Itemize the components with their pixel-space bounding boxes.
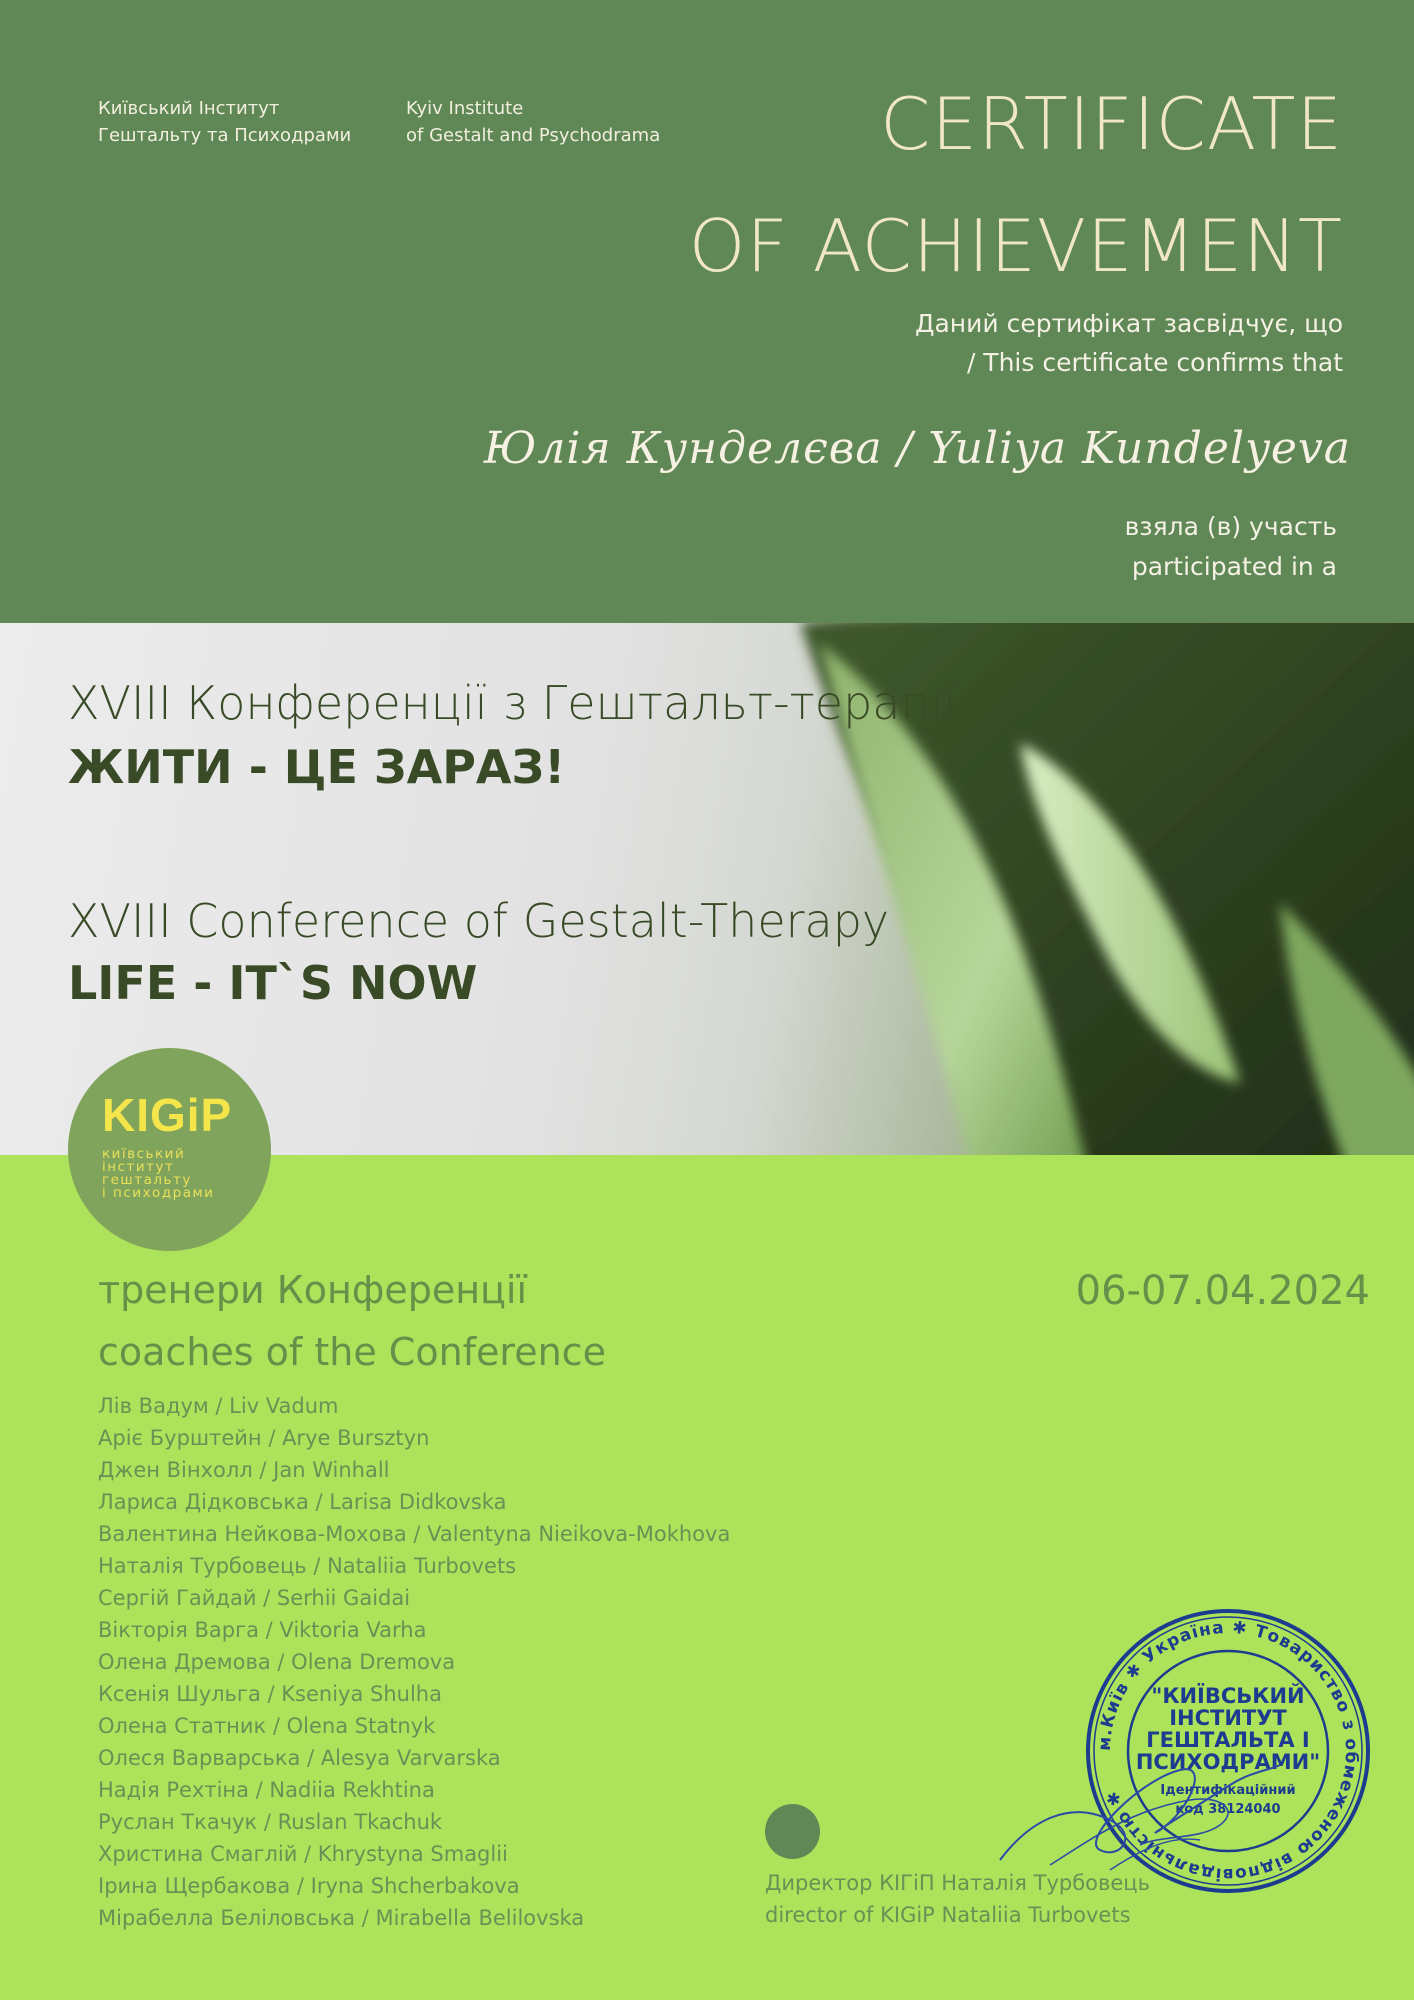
list-item: Наталія Турбовець / Nataliia Turbovets xyxy=(98,1554,517,1578)
institute-ua-line2: Гештальту та Психодрами xyxy=(98,125,352,146)
logo-wordmark: KIGiP xyxy=(102,1089,233,1141)
list-item: Руслан Ткачук / Ruslan Tkachuk xyxy=(98,1810,443,1834)
conference-date: 06-07.04.2024 xyxy=(1075,1268,1370,1314)
institute-en-line1: Kyiv Institute xyxy=(406,98,524,119)
list-item: Олена Дремова / Olena Dremova xyxy=(98,1650,456,1674)
list-item: Надія Рехтіна / Nadiia Rekhtina xyxy=(98,1778,435,1802)
list-item: Ірина Щербакова / Iryna Shcherbakova xyxy=(98,1874,520,1898)
stamp-line3: ГЕШТАЛЬТА І xyxy=(1146,1728,1310,1752)
confirms-text-en: / This certificate confirms that xyxy=(966,348,1343,377)
conference-subtitle-ua: ЖИТИ - ЦЕ ЗАРАЗ! xyxy=(68,740,566,794)
list-item: Джен Вінхолл / Jan Winhall xyxy=(98,1458,390,1482)
stamp-line1: "КИЇВСЬКИЙ xyxy=(1151,1684,1305,1708)
coaches-heading-ua: тренери Конференції xyxy=(98,1268,528,1312)
director-line-en: director of KIGiP Nataliia Turbovets xyxy=(765,1903,1131,1927)
list-item: Вікторія Варга / Viktoria Varha xyxy=(98,1618,427,1642)
header-band xyxy=(0,0,1414,623)
conference-subtitle-en: LIFE - IT`S NOW xyxy=(68,956,478,1010)
stamp-line5: Ідентифікаційний xyxy=(1160,1783,1296,1798)
list-item: Лів Вадум / Liv Vadum xyxy=(98,1394,339,1418)
conference-title-en: XVIII Conference of Gestalt-Therapy xyxy=(68,894,890,948)
confirms-text-ua: Даний сертифікат засвідчує, що xyxy=(914,309,1343,338)
logo-subtitle xyxy=(102,1148,214,1200)
conference-title-ua: XVIII Конференції з Гештальт-терапії xyxy=(68,676,957,730)
stamp-line2: ІНСТИТУТ xyxy=(1169,1706,1287,1730)
stamp-line4: ПСИХОДРАМИ" xyxy=(1135,1750,1321,1774)
institute-en-line2: of Gestalt and Psychodrama xyxy=(406,125,661,146)
list-item: Валентина Нейкова-Мохова / Valentyna Nieikova-Mokhova xyxy=(98,1522,731,1546)
participated-text-en: participated in a xyxy=(1131,552,1337,581)
certificate-title-line1: CERTIFICATE xyxy=(880,82,1343,166)
stamp-line6: код 38124040 xyxy=(1175,1802,1281,1817)
logo-sub-line4: і психодрами xyxy=(102,1185,215,1201)
director-dot-icon xyxy=(765,1804,820,1859)
list-item: Олеся Варварська / Alesya Varvarska xyxy=(98,1746,501,1770)
list-item: Сергій Гайдай / Serhii Gaidai xyxy=(98,1586,411,1610)
logo-sub-line2: інститут xyxy=(102,1159,175,1175)
list-item: Ксенія Шульга / Kseniya Shulha xyxy=(98,1682,442,1706)
list-item: Лариса Дідковська / Larisa Didkovska xyxy=(98,1490,507,1514)
participated-text-ua: взяла (в) участь xyxy=(1124,512,1337,541)
list-item: Христина Смаглій / Khrystyna Smaglii xyxy=(98,1842,508,1866)
institute-name-ua xyxy=(98,95,351,149)
list-item: Мірабелла Беліловська / Mirabella Belilovska xyxy=(98,1906,585,1930)
institute-name-en xyxy=(406,95,660,149)
list-item: Олена Статник / Olena Statnyk xyxy=(98,1714,436,1738)
director-line-ua: Директор КІГіП Наталія Турбовець xyxy=(765,1871,1150,1895)
stamp-ring-text: м.Київ ✱ Україна ✱ Товариство з обмеженою відповідальністю ✱ xyxy=(1094,1617,1362,1885)
director-signature xyxy=(990,1740,1290,1880)
coach-list xyxy=(98,1390,730,1934)
coaches-heading-en: coaches of the Conference xyxy=(98,1330,606,1374)
institute-ua-line1: Київський Інститут xyxy=(98,98,280,119)
recipient-name: Юлія Кунделєва / Yuliya Kundelyeva xyxy=(483,423,1351,474)
logo-sub-line3: гештальту xyxy=(102,1172,192,1188)
list-item: Аріє Бурштейн / Arye Bursztyn xyxy=(98,1426,430,1450)
certificate-title-line2: OF ACHIEVEMENT xyxy=(688,204,1343,288)
logo-sub-line1: київський xyxy=(102,1146,186,1162)
kigip-logo xyxy=(68,1048,271,1251)
